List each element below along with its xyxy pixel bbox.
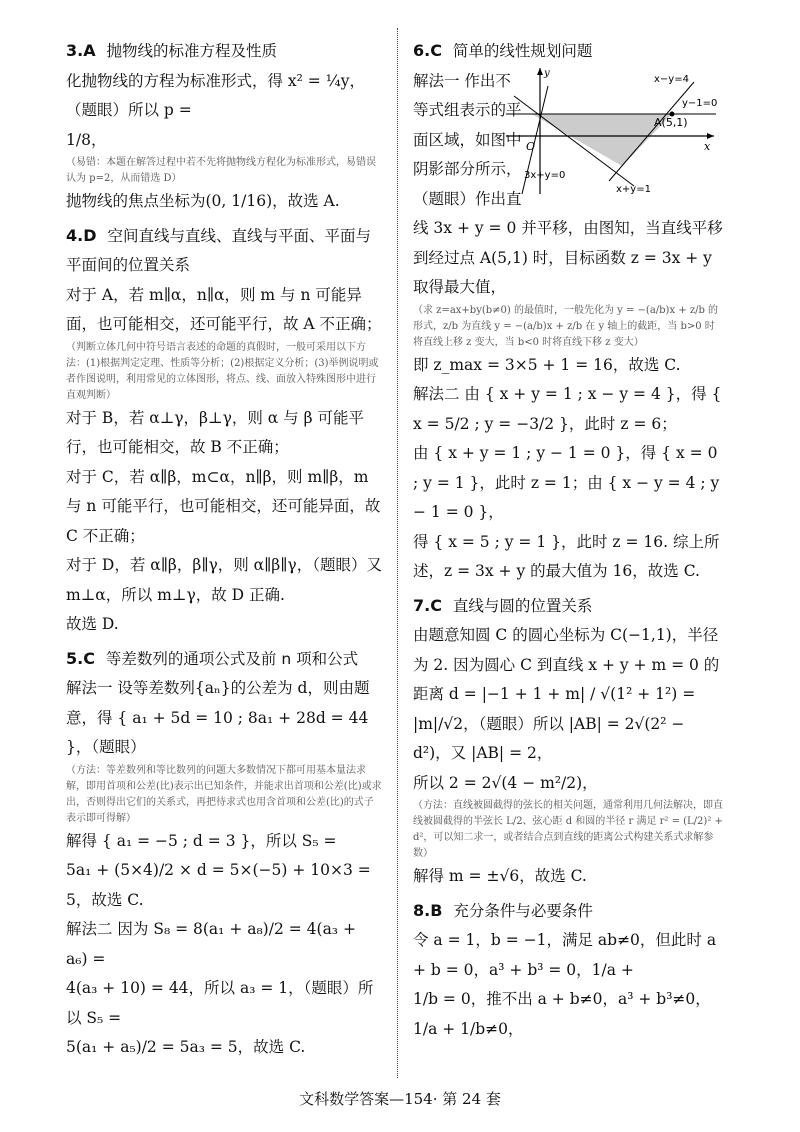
- x-axis-arrow: [707, 133, 714, 139]
- column-divider: [397, 28, 398, 1078]
- answer-note: （方法：等差数列和等比数列的问题大多数情况下都可用基本量法求解，即用首项和公差(比)表示出已知条件，并能求出首项和公差(比)或求出，否则得出它们的关系式，再把待求式也用含首项和公差(比)的式子表示即可得解）: [66, 764, 382, 824]
- answer-line: 对于 D，若 α∥β，β∥γ，则 α∥β∥γ，（题眼）又 m⊥α，所以 m⊥γ，故 D 正确.: [66, 556, 382, 604]
- answer-line: 解法二 因为 S₈ = 8(a₁ + a₈)/2 = 4(a₃ + a₆) =: [66, 920, 356, 968]
- answer-item-5: [66, 644, 382, 1063]
- answer-number: 7.C: [413, 595, 442, 615]
- label-point-a: A(5,1): [654, 116, 688, 129]
- answer-number: 5.C: [66, 648, 95, 668]
- answer-topic: 空间直线与直线、直线与平面、平面与平面间的位置关系: [66, 226, 371, 274]
- answer-topic: 等差数列的通项公式及前 n 项和公式: [105, 649, 359, 668]
- answer-line: 得 { x = 5 ; y = 1 }，此时 z = 16. 综上所述，z = 3x + y 的最大值为 16，故选 C.: [413, 532, 720, 580]
- answer-note: （易错：本题在解答过程中若不先将抛物线方程化为标准形式，易错误认为 p=2，从而错选 D）: [66, 157, 376, 184]
- answer-number: 8.B: [413, 900, 443, 920]
- label-x-plus-y-1: x+y=1: [616, 184, 651, 195]
- answer-line: 由题意知圆 C 的圆心坐标为 C(−1,1)，半径为 2. 因为圆心 C 到直线 x + y + m = 0 的距离 d = |−1 + 1 + m| / √(1² + 1²) = |m|/√2，（题眼）所以 |AB| = 2√(2² − d²)，又 |AB| = 2，: [413, 626, 720, 762]
- label-y-minus-1: y−1=0: [682, 98, 718, 109]
- answer-line: 5a₁ + (5×4)/2 × d = 5×(−5) + 10×3 = 5，故选 C.: [66, 861, 371, 909]
- answer-line: 解得 { a₁ = −5 ; d = 3 }，所以 S₅ =: [66, 831, 337, 850]
- answer-topic: 抛物线的标准方程及性质: [106, 42, 278, 60]
- answer-item-8: [413, 896, 723, 1045]
- label-origin: O: [526, 140, 536, 153]
- page-footer: 文科数学答案—154· 第 24 套: [299, 1090, 501, 1108]
- answer-note: （方法：直线被圆截得的弦长的相关问题，通常利用几何法解决，即直线被圆截得的半弦长 L/2、弦心距 d 和圆的半径 r 满足 r² = (L/2)² + d²，可以知二求一，或者结合点到直线的距离公式构建关系式求解参数）: [413, 800, 723, 859]
- answer-item-4: [66, 221, 382, 640]
- answer-number: 3.A: [66, 41, 96, 60]
- answer-topic: 简单的线性规划问题: [452, 42, 593, 60]
- label-y-axis: y: [544, 68, 550, 79]
- answer-note: （求 z=ax+by(b≠0) 的最值时，一般先化为 y = −(a/b)x + z/b 的形式，z/b 为直线 y = −(a/b)x + z/b 在 y 轴上的截距，当 b>0 时将直线上移 z 变大，当 b<0 时将直线下移 z 变大）: [413, 304, 719, 348]
- left-column: [66, 36, 382, 1067]
- answer-line: 令 a = 1，b = −1，满足 ab≠0，但此时 a + b = 0，a³ + b³ = 0，1/a +: [413, 931, 717, 979]
- answer-line: 解法二 由 { x + y = 1 ; x − y = 4 }，得 { x = 5/2 ; y = −3/2 }，此时 z = 6；: [413, 385, 722, 433]
- answer-line: 1/8，: [66, 130, 107, 149]
- answer-line: 解得 m = ±√6，故选 C.: [413, 867, 587, 885]
- y-axis-arrow: [537, 68, 543, 75]
- label-x-axis: x: [704, 140, 711, 153]
- answer-line: 对于 B，若 α⊥γ，β⊥γ，则 α 与 β 可能平行，也可能相交，故 B 不正确；: [66, 408, 364, 456]
- answer-line: 所以 2 = 2√(4 − m²/2)，: [413, 773, 598, 792]
- answer-line: 化抛物线的方程为标准形式，得 x² = ¼y，（题眼）所以 p =: [66, 71, 366, 119]
- answer-line: 解法一 设等差数列{aₙ}的公差为 d，则由题意，得 { a₁ + 5d = 10 ; 8a₁ + 28d = 44 }，（题眼）: [66, 679, 370, 756]
- answer-line: 对于 C，若 α∥β，m⊂α，n∥β，则 m∥β，m 与 n 可能平行，也可能相交，还可能异面，故 C 不正确；: [66, 467, 381, 545]
- answer-note: （判断立体几何中符号语言表述的命题的真假时，一般可采用以下方法：(1)根据判定定理、性质等分析；(2)根据定义分析；(3)举例说明或者作图说明，利用常见的立体图形，将点、线、面放入特殊图形中进行直观判断）: [66, 341, 379, 401]
- answer-line: 解法一 作出不等式组表示的平面区域，如图中阴影部分所示，（题眼）作出直线 3x + y = 0 并平移，由图知，当直线平移到经过点 A(5,1) 时，目标函数 z = 3x + y 取得最大值，: [413, 71, 723, 296]
- answer-number: 4.D: [66, 225, 97, 245]
- answer-topic: 充分条件与必要条件: [453, 901, 593, 920]
- answer-item-7: [413, 591, 723, 892]
- answer-line: 故选 D.: [66, 615, 119, 633]
- answer-topic: 直线与圆的位置关系: [452, 596, 593, 615]
- answer-line: 由 { x + y = 1 ; y − 1 = 0 }，得 { x = 0 ; y = 1 }，此时 z = 1；由 { x − y = 4 ; y − 1 = 0 }，: [413, 444, 720, 521]
- answer-line: 1/b = 0，推不出 a + b≠0，a³ + b³≠0，1/a + 1/b≠0，: [413, 990, 711, 1038]
- label-3x-plus-y-0: 3x+y=0: [524, 170, 566, 181]
- label-x-minus-y-4: x−y=4: [654, 74, 689, 85]
- feasible-region: [532, 114, 672, 166]
- answer-number: 6.C: [413, 41, 442, 60]
- answer-line: 即 z_max = 3×5 + 1 = 16，故选 C.: [413, 355, 681, 374]
- answer-line: 5(a₁ + a₅)/2 = 5a₃ = 5，故选 C.: [66, 1038, 306, 1056]
- answer-item-3: [66, 36, 382, 217]
- linear-programming-figure: [504, 66, 718, 196]
- answer-line: 4(a₃ + 10) = 44，所以 a₃ = 1，（题眼）所以 S₅ =: [66, 979, 374, 1027]
- answer-line: 抛物线的焦点坐标为(0, 1/16)，故选 A.: [66, 192, 340, 210]
- answer-line: 对于 A，若 m∥α，n∥α，则 m 与 n 可能异面，也可能相交，还可能平行，故 A 不正确；: [66, 285, 382, 333]
